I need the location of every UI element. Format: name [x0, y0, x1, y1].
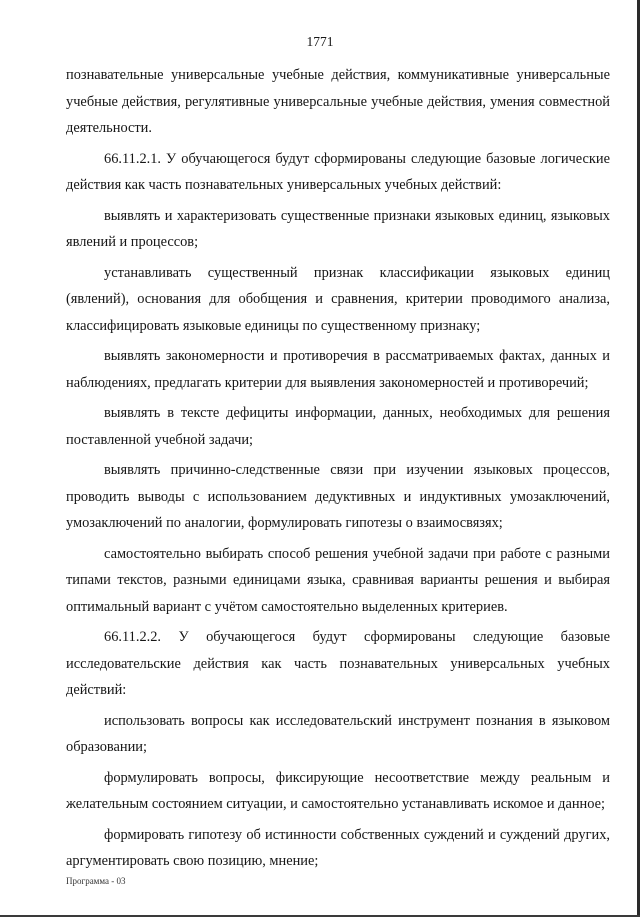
page-number: 1771 — [306, 34, 334, 49]
list-item: выявлять причинно-следственные связи при изучении языковых процессов, проводить выводы с использованием дедуктивных и индуктивных умозаключений, умозаключений по аналогии, формулировать гипотезы о взаимосвязях; — [66, 462, 610, 531]
paragraph-intro-continuation: познавательные универсальные учебные действия, коммуникативные универсальные учебные действия, регулятивные универсальные учебные действия, умения совместной деятельности. — [66, 67, 610, 136]
page-footer: Программа - 03 — [66, 876, 126, 886]
list-item: выявлять в тексте дефициты информации, данных, необходимых для решения поставленной учебной задачи; — [66, 405, 610, 448]
list-item: самостоятельно выбирать способ решения учебной задачи при работе с разными типами текстов, разными единицами языка, сравнивая варианты решения и выбирая оптимальный вариант с учётом самостоятельно выделенных критериев. — [66, 545, 610, 615]
list-item: выявлять и характеризовать существенные признаки языковых единиц, языковых явлений и процессов; — [66, 207, 610, 250]
list-item: выявлять закономерности и противоречия в рассматриваемых фактах, данных и наблюдениях, предлагать критерии для выявления закономерностей и противоречий; — [66, 348, 610, 391]
document-body — [66, 62, 610, 875]
paragraph-section-66-11-2-1: 66.11.2.1. У обучающегося будут сформированы следующие базовые логические действия как часть познавательных универсальных учебных действий: — [66, 150, 610, 193]
list-item: использовать вопросы как исследовательский инструмент познания в языковом образовании; — [66, 712, 610, 755]
paragraph-section-66-11-2-2: 66.11.2.2. У обучающегося будут сформированы следующие базовые исследовательские действия как часть познавательных универсальных учебных действий: — [66, 629, 610, 698]
list-item: формировать гипотезу об истинности собственных суждений и суждений других, аргументировать свою позицию, мнение; — [66, 826, 610, 869]
list-item: устанавливать существенный признак классификации языковых единиц (явлений), основания для обобщения и сравнения, критерии проводимого анализа, классифицировать языковые единицы по существенному признаку; — [66, 264, 610, 334]
list-item: формулировать вопросы, фиксирующие несоответствие между реальным и желательным состоянием ситуации, и самостоятельно устанавливать искомое и данное; — [66, 769, 610, 812]
